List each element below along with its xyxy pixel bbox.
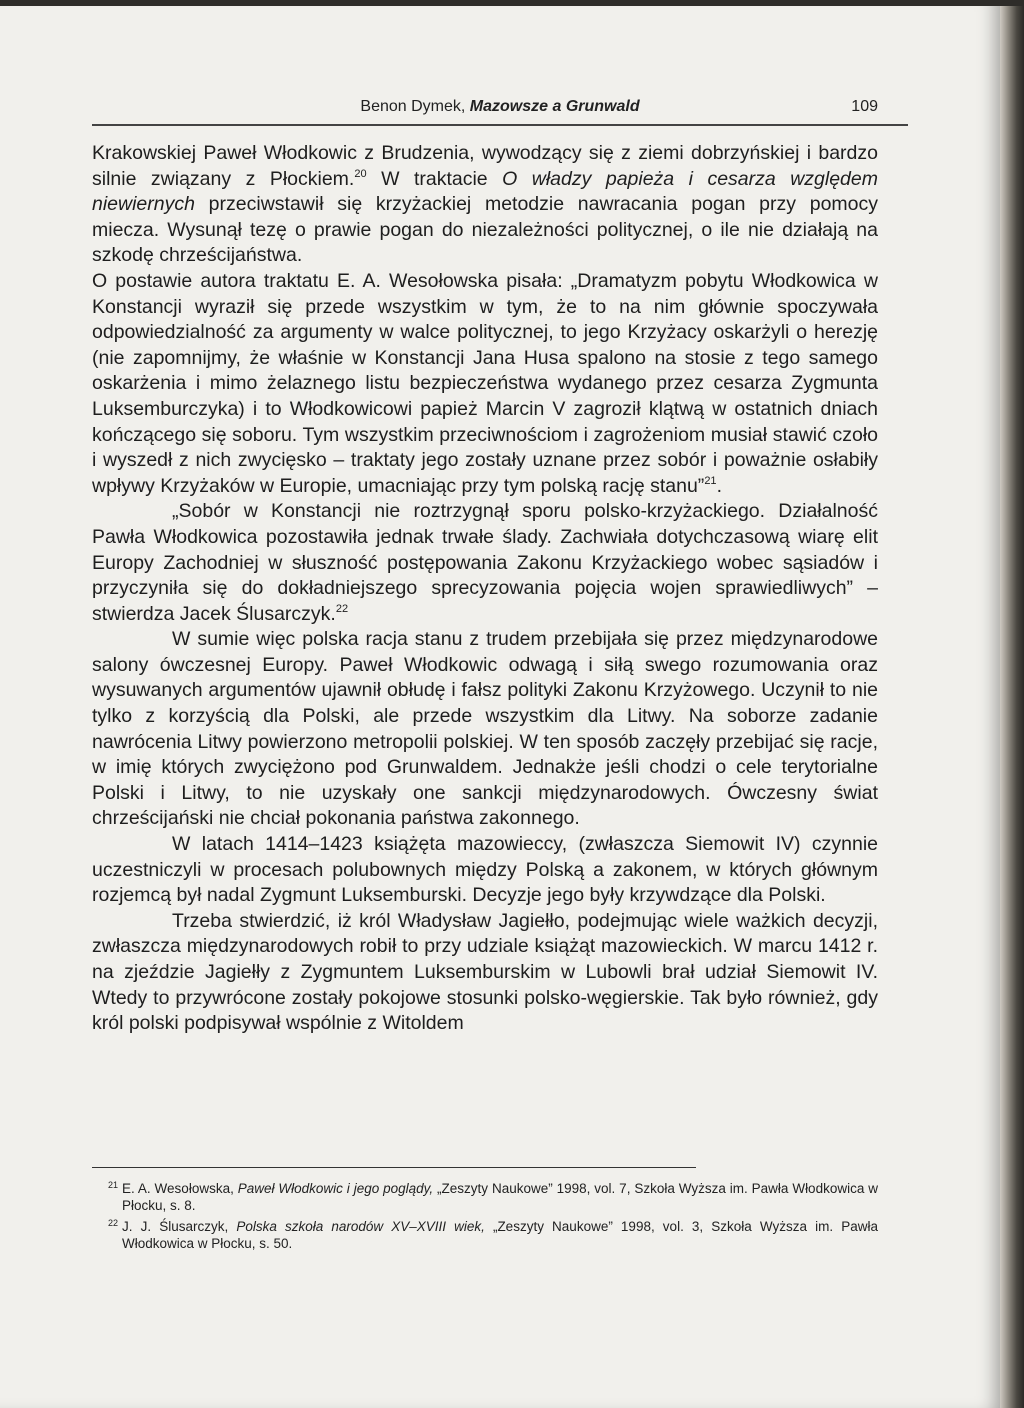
footnote [92,1180,878,1214]
header-author: Benon Dymek, [360,98,466,115]
text-run: przeciwstawił się krzyżackiej metodzie nawracania pogan przy pomocy miecza. Wysunął tezę o prawie pogan do niezależności politycznej, o ile nie działają na szkodę chrześcijaństwa. [92,193,878,267]
paragraph [92,499,878,627]
paragraph [92,627,878,832]
text-run: „Zeszyty Naukowe” 1998, vol. 3, Szkoła Wyższa im. Pawła Włodkowica w Płocku, s. 50. [122,1219,878,1251]
text-run: E. A. Wesołowska, [122,1181,238,1196]
page-edge-shadow [1000,0,1024,1408]
running-header [92,96,908,126]
scan-top-edge [0,0,1024,6]
text-run: O postawie autora traktatu E. A. Wesołowska pisała: „Dramatyzm pobytu Włodkowica w Konstancji wyraził się przede wszystkim w tym, że to na nim głównie spoczywała odpowiedzialność za argumenty w walce politycznej, to jego Krzyżacy oskarżyli o herezję (nie zapomnijmy, że właśnie w Konstancji Jana Husa spalono na stosie z tego samego oskarżenia i mimo żelaznego listu bezpieczeństwa wydanego przez cesarza Zygmunta Luksemburczyka) i to Włodkowicowi papież Marcin V zagroził klątwą w ostatnich dniach kończącego się soboru. Tym wszystkim przeciwnościom i zagrożeniom musiał stawić czoło i wyszedł z nich zwycięsko – traktaty jego zostały uznane przez sobór i poważnie osłabiły wpływy Krzyżaków w Europie, umacniając przy tym polską rację stanu” [92,269,878,497]
text-run: J. J. Ślusarczyk, [122,1219,237,1234]
page-number: 109 [851,98,878,115]
paragraph [92,909,878,1037]
footnote [92,1218,878,1252]
paragraph [92,141,878,269]
text-run: W traktacie [366,167,503,190]
header-work-title: Mazowsze a Grunwald [469,98,640,115]
italic-title: Paweł Włodkowic i jego poglądy, [237,1181,434,1196]
footnote-ref: 21 [704,474,717,487]
text-run: Trzeba stwierdzić, iż król Władysław Jagiełło, podejmując wiele ważkich decyzji, zwłaszcza międzynarodowych robił to przy udziale książąt mazowieckich. W marcu 1412 r. na zjeździe Jagiełły z Zygmuntem Luksemburskim w Lubowli brał udział Siemowit IV. Wtedy to przywrócone zostały pokojowe stosunki polsko-węgierskie. Tak było również, gdy król polski podpisywał wspólnie z Witoldem [92,909,878,1035]
paragraph [92,832,878,909]
italic-title: O władzy papieża i cesarza względem niewiernych [92,167,878,216]
main-text [92,141,878,1037]
footnote-separator [92,1167,696,1168]
text-run: „Zeszyty Naukowe” 1998, vol. 7, Szkoła Wyższa im. Pawła Włodkowica w Płocku, s. 8. [122,1181,878,1213]
text-run: Krakowskiej Paweł Włodkowic z Brudzenia, wywodzący się z ziemi dobrzyńskiej i bardzo silnie związany z Płockiem. [92,142,878,190]
text-run: W latach 1414–1423 książęta mazowieccy, (zwłaszcza Siemowit IV) czynnie uczestniczyli w procesach polubownych między Polską a zakonem, w których głównym rozjemcą był nadal Zygmunt Luksemburski. Decyzje jego były krzywdzące dla Polski. [92,833,878,907]
running-title [92,98,908,116]
paragraph [92,269,878,499]
footnote-ref: 22 [335,602,349,615]
footnote-number: 22 [108,1218,119,1228]
text-run: „Sobór w Konstancji nie roztrzygnął sporu polsko-krzyżackiego. Działalność Pawła Włodkowica pozostawiła jednak trwałe ślady. Zachwiała dotychczasową wiarę elit Europy Zachodniej w słuszność postępowania Zakonu Krzyżackiego wobec sąsiadów i przyczyniła się do dokładniejszego sprecyzowania pojęcia wojen sprawiedliwych” – stwierdza Jacek Ślusarczyk. [92,500,878,625]
text-run: . [716,474,722,497]
footnote-number: 21 [108,1180,119,1190]
italic-title: Polska szkoła narodów XV–XVIII wiek, [236,1219,485,1234]
footnote-ref: 20 [354,167,367,180]
text-run: W sumie więc polska racja stanu z trudem przebijała się przez międzynarodowe salony ówczesnej Europy. Paweł Włodkowic odwagą i siłą swego rozumowania oraz wysuwanych argumentów ujawnił obłudę i fałsz polityki Zakonu Krzyżowego. Uczynił to nie tylko z korzyścią dla Polski, ale przede wszystkim dla Litwy. Na soborze zadanie nawrócenia Litwy powierzono metropolii polskiej. W ten sposób zaczęły przebijać się racje, w imię których zwyciężono pod Grunwaldem. Jednakże jeśli chodzi o cele terytorialne Polski i Litwy, to nie uzyskały one sankcji międzynarodowych. Ówczesny świat chrześcijański nie chciał pokonania państwa zakonnego. [92,628,878,830]
footnotes [92,1180,878,1256]
